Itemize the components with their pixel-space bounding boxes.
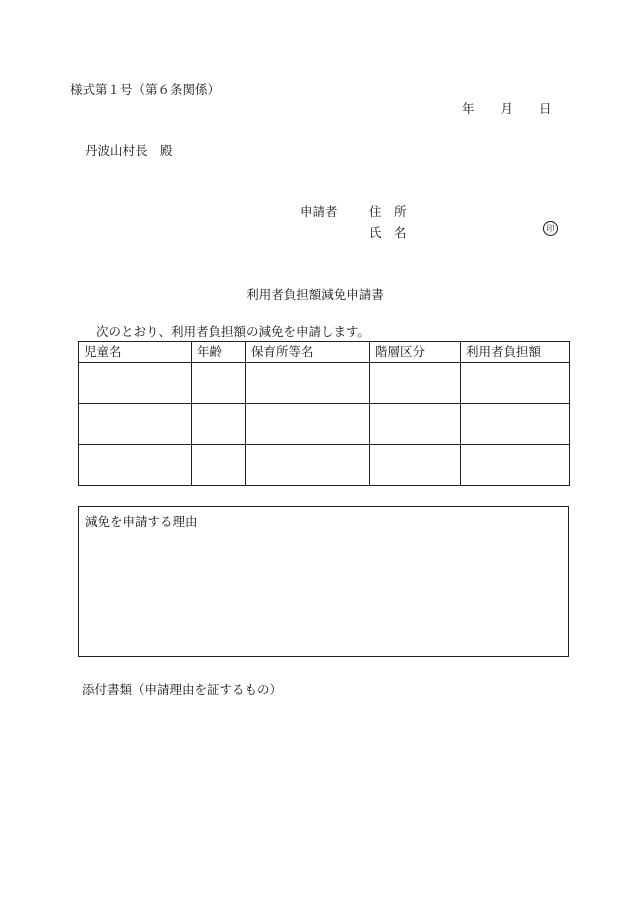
header-age: 年齢 xyxy=(192,342,246,363)
cell-user-fee[interactable] xyxy=(461,445,570,486)
reason-box[interactable] xyxy=(78,506,569,657)
date-month-label: 月 xyxy=(500,101,514,116)
intro-text: 次のとおり、利用者負担額の減免を申請します。 xyxy=(96,324,371,339)
cell-age[interactable] xyxy=(192,363,246,404)
cell-child-name[interactable] xyxy=(79,445,192,486)
cell-age[interactable] xyxy=(192,404,246,445)
cell-nursery-name[interactable] xyxy=(246,363,370,404)
attachments-label: 添付書類（申請理由を証するもの） xyxy=(82,682,283,697)
table-header-row xyxy=(79,342,570,363)
cell-bracket[interactable] xyxy=(370,404,461,445)
cell-child-name[interactable] xyxy=(79,363,192,404)
form-number: 様式第１号（第６条関係） xyxy=(70,82,221,97)
applicant-label: 申請者 xyxy=(300,204,338,219)
cell-nursery-name[interactable] xyxy=(246,404,370,445)
address-label: 住 所 xyxy=(369,204,407,219)
cell-nursery-name[interactable] xyxy=(246,445,370,486)
header-user-fee: 利用者負担額 xyxy=(461,342,570,363)
date-year-label: 年 xyxy=(462,101,475,116)
child-info-table xyxy=(78,341,570,486)
reason-label: 減免を申請する理由 xyxy=(85,514,198,529)
table-row xyxy=(79,363,570,404)
table-row xyxy=(79,445,570,486)
document-title: 利用者負担額減免申請書 xyxy=(246,287,384,302)
cell-bracket[interactable] xyxy=(370,363,461,404)
date-day-label: 日 xyxy=(539,101,552,116)
cell-age[interactable] xyxy=(192,445,246,486)
cell-child-name[interactable] xyxy=(79,404,192,445)
header-child-name: 児童名 xyxy=(79,342,192,363)
header-bracket: 階層区分 xyxy=(370,342,461,363)
name-label: 氏 名 xyxy=(369,225,407,240)
cell-bracket[interactable] xyxy=(370,445,461,486)
table-row xyxy=(79,404,570,445)
seal-icon: 印 xyxy=(543,221,558,236)
cell-user-fee[interactable] xyxy=(461,363,570,404)
date-line xyxy=(462,99,552,117)
header-nursery-name: 保育所等名 xyxy=(246,342,370,363)
cell-user-fee[interactable] xyxy=(461,404,570,445)
addressee: 丹波山村長 殿 xyxy=(85,143,173,158)
